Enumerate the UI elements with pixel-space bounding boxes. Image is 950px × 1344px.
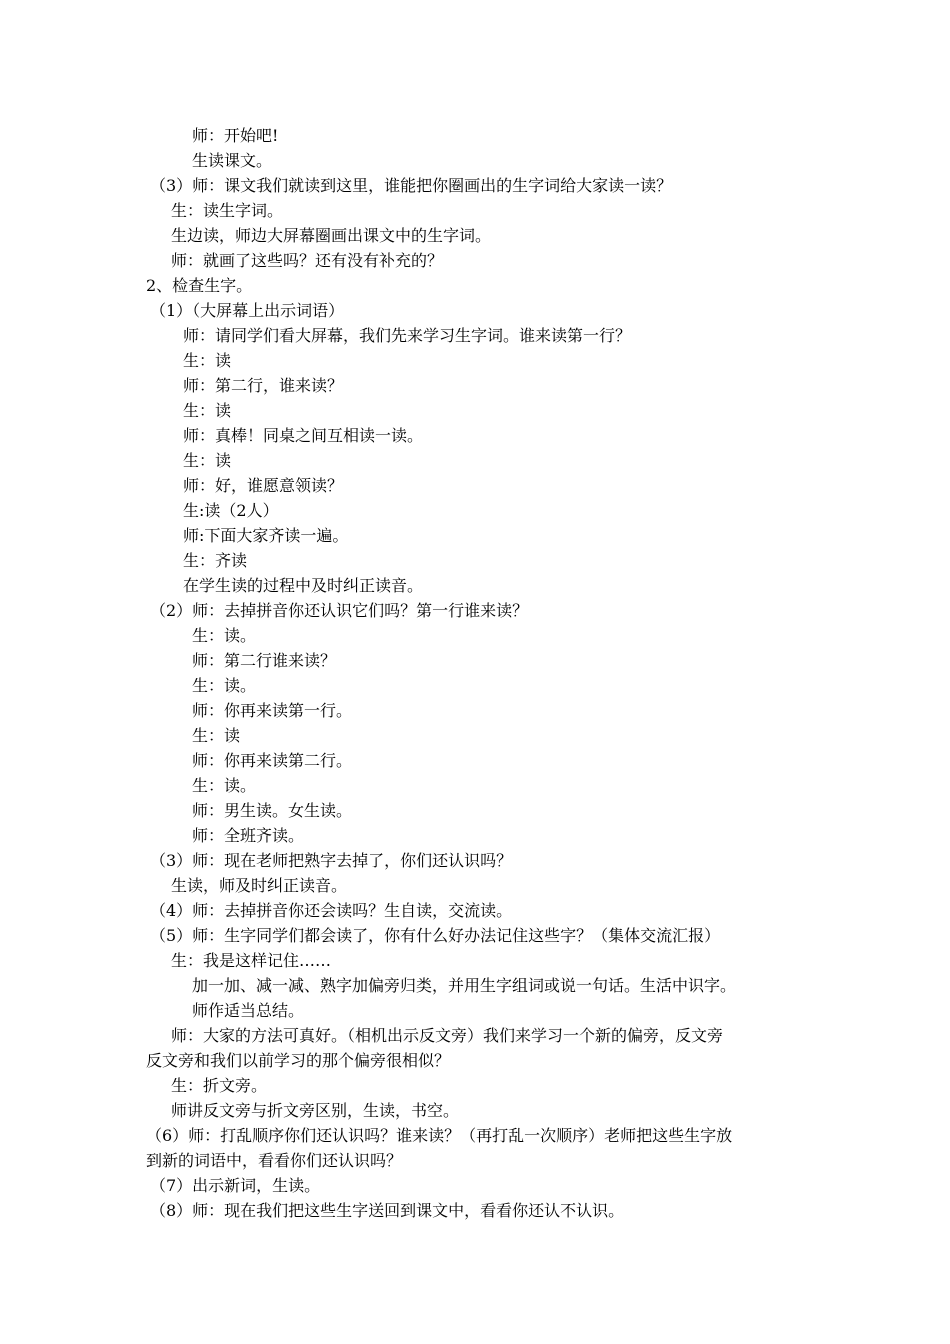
text-line: 师：你再来读第二行。 [192, 751, 353, 770]
text-line: 师作适当总结。 [192, 1001, 305, 1020]
text-line: 师：大家的方法可真好。（相机出示反文旁）我们来学习一个新的偏旁，反文旁 [171, 1026, 724, 1045]
text-line: 师：好，谁愿意领读？ [183, 476, 344, 495]
text-line: （7）出示新词，生读。 [150, 1176, 321, 1195]
text-line: （1）（大屏幕上出示词语） [150, 301, 345, 320]
text-line: 师：开始吧! [192, 126, 279, 145]
text-line: 师：全班齐读。 [192, 826, 305, 845]
text-line: 生：读 [183, 401, 232, 420]
text-line: （8）师：现在我们把这些生字送回到课文中，看看你还认不认识。 [150, 1201, 625, 1220]
text-line: 反文旁和我们以前学习的那个偏旁很相似？ [146, 1051, 451, 1070]
text-line: 到新的词语中，看看你们还认识吗？ [146, 1151, 403, 1170]
text-line: （4）师：去掉拼音你还会读吗？生自读，交流读。 [150, 901, 513, 920]
text-line: 师：就画了这些吗？还有没有补充的？ [171, 251, 444, 270]
text-line: 生：读 [192, 726, 241, 745]
text-line: 生：折文旁。 [171, 1076, 268, 1095]
text-line: 生：读 [183, 451, 232, 470]
text-line: 师讲反文旁与折文旁区别，生读，书空。 [171, 1101, 460, 1120]
text-line: 生：读。 [192, 776, 257, 795]
text-line: （2）师：去掉拼音你还认识它们吗？第一行谁来读？ [150, 601, 529, 620]
text-line: 生：读。 [192, 626, 257, 645]
text-line: 生：读。 [192, 676, 257, 695]
text-line: 生读，师及时纠正读音。 [171, 876, 348, 895]
text-line: 生：我是这样记住…… [171, 951, 332, 970]
text-line: （3）师：课文我们就读到这里，谁能把你圈画出的生字词给大家读一读？ [150, 176, 673, 195]
text-line: 师：男生读。女生读。 [192, 801, 353, 820]
text-line: 生读课文。 [192, 151, 273, 170]
text-line: （3）师：现在老师把熟字去掉了，你们还认识吗？ [150, 851, 513, 870]
text-line: 师：你再来读第一行。 [192, 701, 353, 720]
text-line: 生：齐读 [183, 551, 248, 570]
text-line: 生边读，师边大屏幕圈画出课文中的生字词。 [171, 226, 492, 245]
text-line: 加一加、减一减、熟字加偏旁归类，并用生字组词或说一句话。生活中识字。 [192, 976, 737, 995]
text-line: 在学生读的过程中及时纠正读音。 [183, 576, 424, 595]
text-line: 师：第二行谁来读？ [192, 651, 337, 670]
text-line: 师：第二行，谁来读？ [183, 376, 344, 395]
text-line: 生：读 [183, 351, 232, 370]
text-line: 师:下面大家齐读一遍。 [183, 526, 349, 545]
text-line: 师：请同学们看大屏幕，我们先来学习生字词。谁来读第一行？ [183, 326, 632, 345]
text-line: 生：读生字词。 [171, 201, 284, 220]
text-line: （5）师：生字同学们都会读了，你有什么好办法记住这些字？（集体交流汇报） [150, 926, 721, 945]
text-line: （6）师：打乱顺序你们还认识吗？谁来读？（再打乱一次顺序）老师把这些生字放 [146, 1126, 733, 1145]
text-line: 师：真棒！同桌之间互相读一读。 [183, 426, 424, 445]
section-heading: 2、检查生字。 [146, 276, 253, 295]
text-line: 生:读（2人） [183, 501, 279, 520]
